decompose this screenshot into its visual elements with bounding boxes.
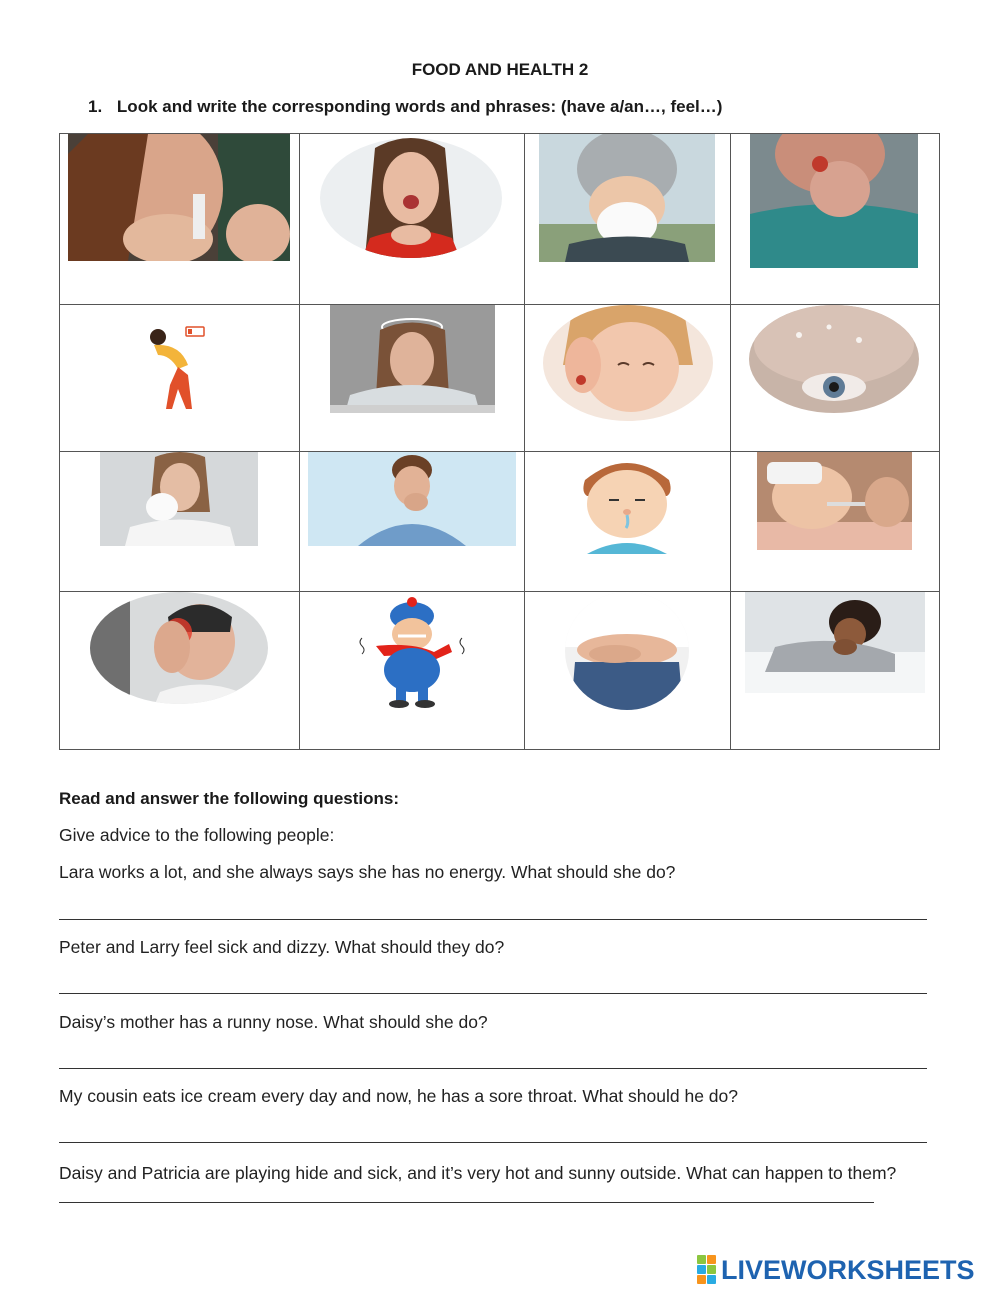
advice-intro: Give advice to the following people: [59, 825, 335, 845]
picture-cell [300, 134, 525, 305]
questions-heading: Read and answer the following questions: [59, 789, 400, 808]
dizzy-woman-image [330, 305, 495, 413]
question-5: Daisy and Patricia are playing hide and sick, and it’s very hot and sunny outside. What can happen to them? [59, 1163, 897, 1183]
picture-cell [60, 592, 300, 750]
exercise-instruction-text: Look and write the corresponding words and phrases: (have a/an…, feel…) [116, 97, 723, 116]
answer-line-1[interactable] [59, 919, 927, 920]
answer-line-5[interactable] [59, 1186, 874, 1203]
picture-cell [525, 305, 731, 452]
picture-cell [525, 134, 731, 305]
shivering-cold-cartoon-image [354, 594, 470, 710]
picture-cell [525, 452, 731, 592]
picture-cell [731, 592, 940, 750]
picture-grid [59, 133, 940, 750]
coughing-man-image [308, 452, 516, 546]
answer-line-2[interactable] [59, 993, 927, 994]
sore-throat-woman-image [320, 138, 502, 258]
stomachache-person-image [565, 592, 689, 710]
headache-man-image [90, 592, 268, 704]
picture-cell [300, 592, 525, 750]
question-4: My cousin eats ice cream every day and now, he has a sore throat. What should he do? [59, 1086, 738, 1106]
question-3: Daisy’s mother has a runny nose. What should she do? [59, 1012, 488, 1032]
nosebleed-man-image [750, 134, 918, 268]
logo-mark-icon [697, 1255, 717, 1285]
exercise-instruction [88, 97, 722, 117]
logo-text: LIVEWORKSHEETS [721, 1254, 975, 1285]
sneezing-tissue-child-image [539, 134, 715, 262]
picture-cell [525, 592, 731, 750]
picture-cell [60, 452, 300, 592]
picture-cell [300, 305, 525, 452]
answer-line-3[interactable] [59, 1068, 927, 1069]
question-1: Lara works a lot, and she always says she has no energy. What should she do? [59, 862, 676, 882]
answer-line-4[interactable] [59, 1142, 927, 1143]
nasal-spray-woman-image [68, 134, 290, 261]
picture-cell [60, 134, 300, 305]
cartoon-runny-nose-boy-image [557, 452, 697, 554]
worksheet-title: FOOD AND HEALTH 2 [411, 60, 589, 79]
coughing-woman-bed-image [745, 592, 925, 693]
picture-cell [300, 452, 525, 592]
exercise-number: 1. [88, 97, 103, 116]
sneezing-woman-image [100, 452, 258, 546]
earache-girl-image [543, 305, 713, 421]
picture-cell [731, 305, 940, 452]
fever-thermometer-boy-image [757, 452, 912, 550]
tired-low-battery-person-image [130, 325, 220, 415]
question-5-block [59, 1161, 939, 1209]
sweating-forehead-eye-image [749, 305, 919, 413]
picture-cell [60, 305, 300, 452]
question-2: Peter and Larry feel sick and dizzy. What should they do? [59, 937, 505, 957]
picture-cell [731, 452, 940, 592]
liveworksheets-logo [697, 1253, 975, 1287]
picture-cell [731, 134, 940, 305]
